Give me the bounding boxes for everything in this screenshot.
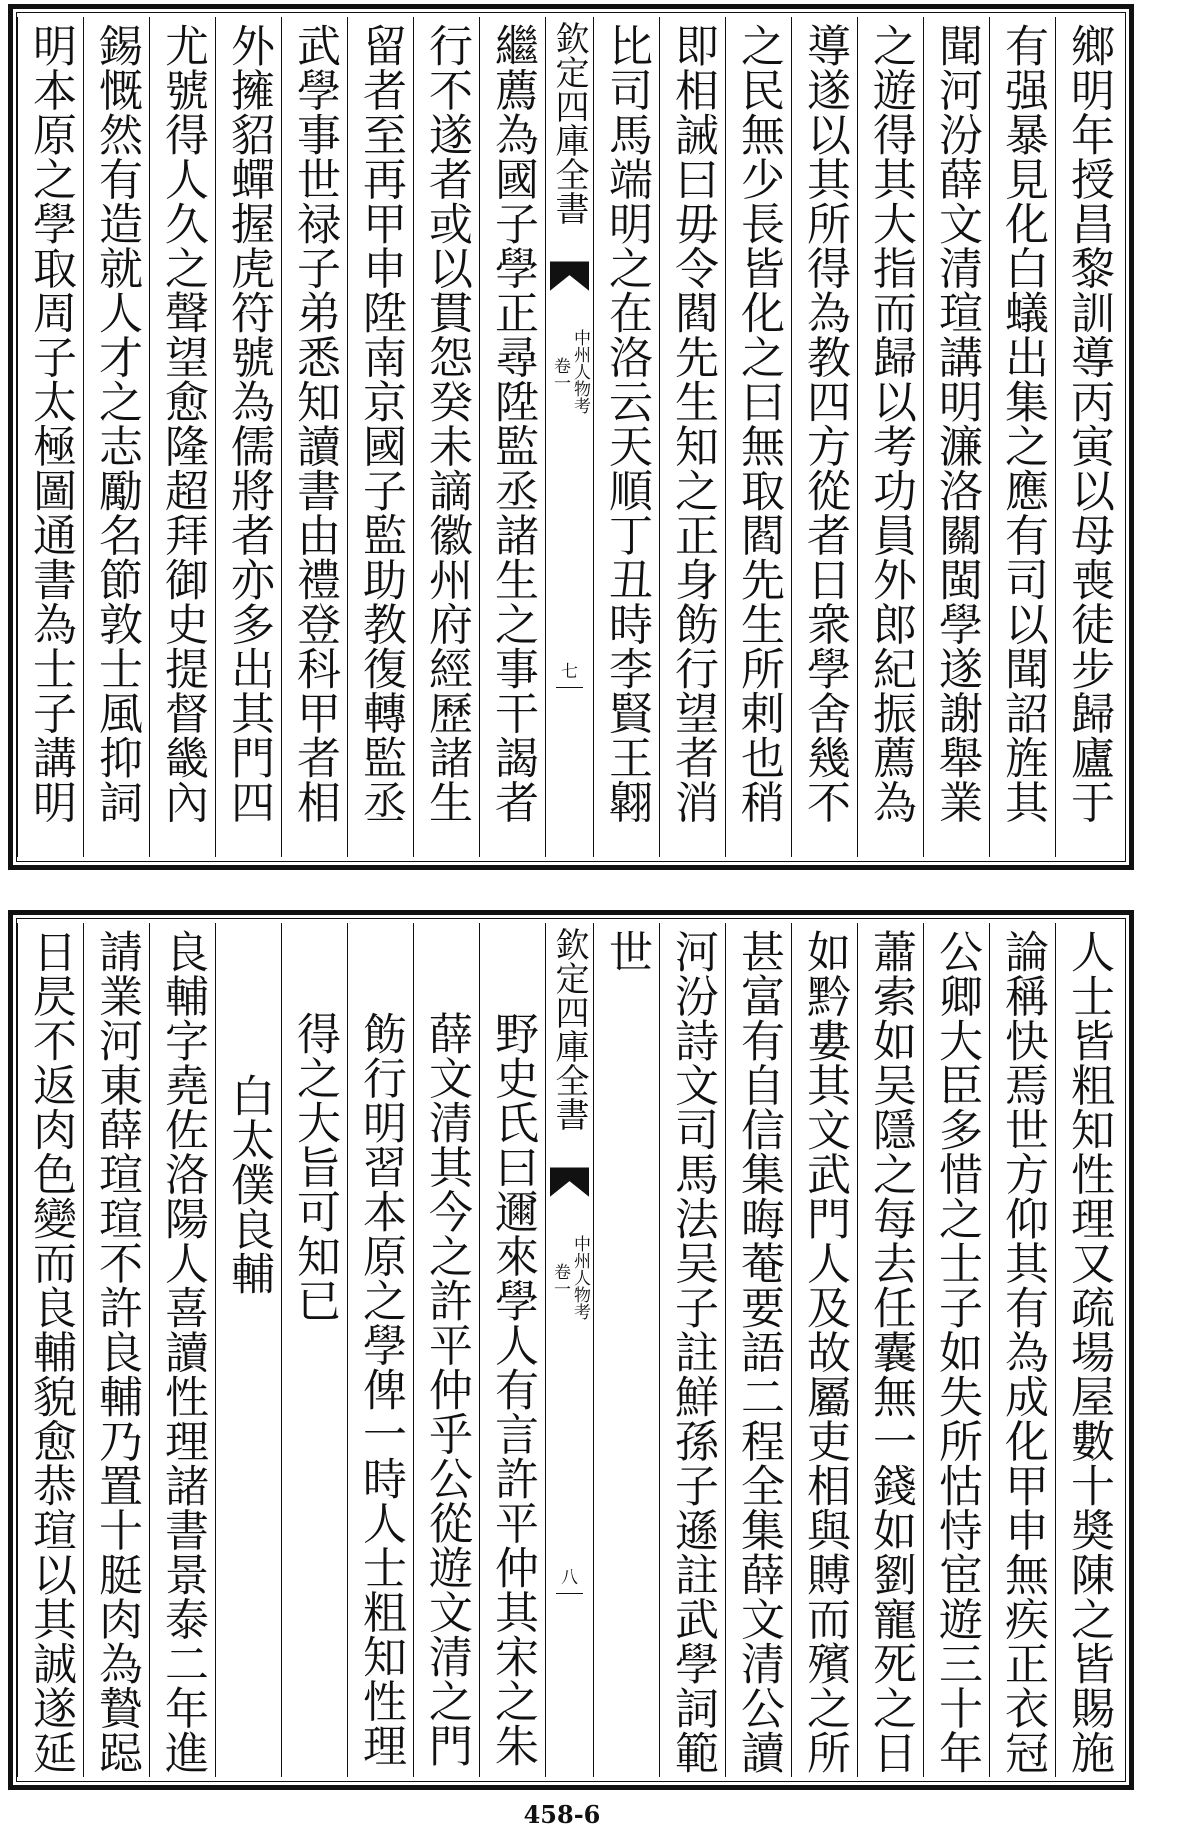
text-column: 請業河東薛瑄瑄不許良輔乃置十脡肉為贄跽 <box>83 923 149 1777</box>
text-column: 論稱快焉世方仰其有為成化甲申無疾正衣冠 <box>989 923 1055 1777</box>
text-column: 有强暴見化白蟻出集之應有司以聞詔旌其 <box>989 17 1055 857</box>
volume-label: 卷一 <box>550 357 570 391</box>
text-column: 之民無少長皆化之曰無取閻先生所剌也稍 <box>725 17 791 857</box>
text-column: 之遊得其大指而歸以考功員外郎紀振薦為 <box>857 17 923 857</box>
text-column: 留者至再甲申陞南京國子監助教復轉監丞 <box>347 17 413 857</box>
page-rule <box>556 1593 583 1594</box>
text-column: 聞河汾薛文清瑄講明濂洛關閩學遂謝舉業 <box>923 17 989 857</box>
page-sheet-lower <box>8 910 1134 1790</box>
text-column: 導遂以其所得為教四方從者日衆學舍幾不 <box>791 17 857 857</box>
page-sheet-upper <box>8 4 1134 870</box>
center-gutter <box>545 923 593 1777</box>
text-column: 甚富有自信集晦菴要語二程全集薛文清公讀 <box>725 923 791 1777</box>
collection-title: 欽定四庫全書 <box>549 927 589 1131</box>
volume-label: 卷一 <box>550 1263 570 1297</box>
page-number: 八 <box>561 1568 578 1588</box>
text-column: 野史氏曰邇來學人有言許平仲其宋之朱 <box>479 923 545 1777</box>
text-column: 河汾詩文司馬法吴子註鮮孫子遜註武學詞範 <box>659 923 725 1777</box>
fish-tail-mark-icon <box>550 261 589 297</box>
collection-title: 欽定四庫全書 <box>549 21 589 225</box>
page-number: 七 <box>561 662 578 682</box>
book-title: 中州人物考 <box>570 329 590 414</box>
text-column: 比司馬端明之在洛云天順丁丑時李賢王翺 <box>593 17 659 857</box>
text-column: 公卿大臣多惜之士子如失所怙恃宦遊三十年 <box>923 923 989 1777</box>
text-column: 外擁貂蟬握虎符號為儒將者亦多出其門四 <box>215 17 281 857</box>
text-column: 飭行明習本原之學俾一時人士粗知性理 <box>347 923 413 1777</box>
fish-tail-mark-icon <box>550 1167 589 1203</box>
text-column: 繼薦為國子學正尋陞監丞諸生之事干謁者 <box>479 17 545 857</box>
text-column: 薛文清其今之許平仲乎公從遊文清之門 <box>413 923 479 1777</box>
text-column: 世 <box>593 923 659 1777</box>
text-column: 得之大旨可知已 <box>281 923 347 1777</box>
text-column: 尤號得人久之聲望愈隆超拜御史提督畿內 <box>149 17 215 857</box>
center-gutter <box>545 17 593 857</box>
section-heading: 白太僕良輔 <box>215 923 281 1777</box>
text-column: 行不遂者或以貫怨癸未謫徽州府經歷諸生 <box>413 17 479 857</box>
page-code: 458-6 <box>523 1800 601 1829</box>
text-frame <box>21 923 1121 1777</box>
page-rule <box>556 687 583 688</box>
book-title: 中州人物考 <box>570 1235 590 1320</box>
page-footer <box>0 1800 1200 1829</box>
text-column: 人士皆粗知性理又疏場屋數十奬陳之皆賜施 <box>1055 923 1121 1777</box>
text-column: 日昃不返肉色變而良輔貌愈恭瑄以其誠遂延 <box>17 923 83 1777</box>
text-column: 如黔婁其文武門人及故屬吏相與賻而殯之所 <box>791 923 857 1777</box>
text-frame <box>21 17 1121 857</box>
text-column: 蕭索如吴隱之每去任囊無一錢如劉寵死之日 <box>857 923 923 1777</box>
text-column: 良輔字堯佐洛陽人喜讀性理諸書景泰二年進 <box>149 923 215 1777</box>
text-column: 錫慨然有造就人才之志勵名節敦士風抑詞 <box>83 17 149 857</box>
text-column: 鄉明年授昌黎訓導丙寅以母喪徒步歸廬于 <box>1055 17 1121 857</box>
text-column: 明本原之學取周子太極圖通書為士子講明 <box>17 17 83 857</box>
text-column: 武學事世禄子弟悉知讀書由禮登科甲者相 <box>281 17 347 857</box>
text-column: 即相誡曰毋令閻先生知之正身飭行望者消 <box>659 17 725 857</box>
